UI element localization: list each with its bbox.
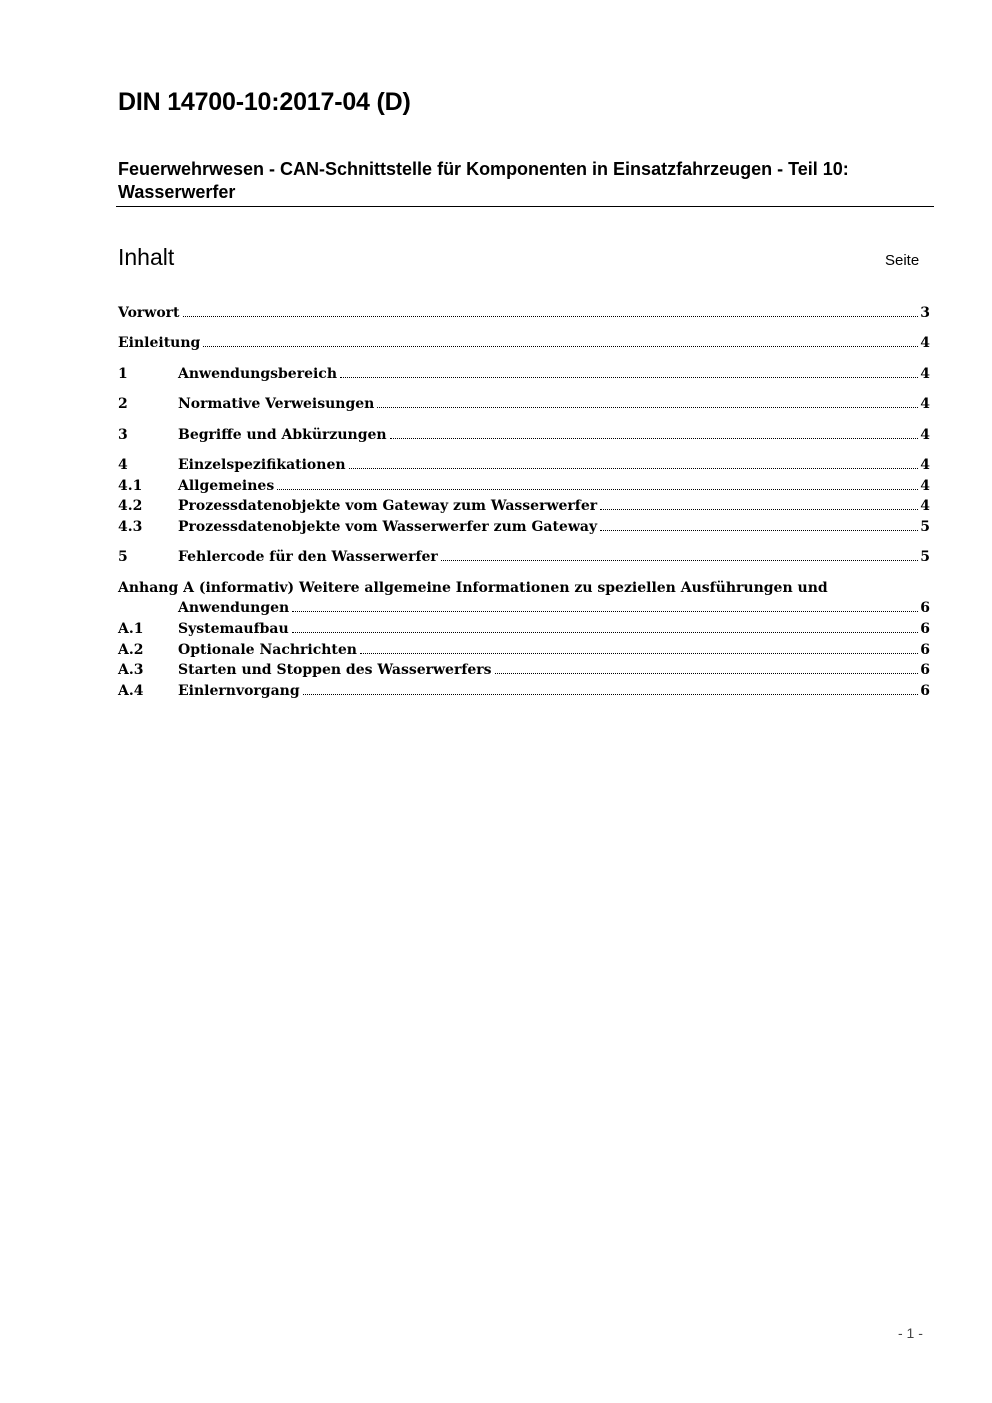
toc-entry-label: Systemaufbau <box>178 621 289 637</box>
toc-entry-label: Anwendungen <box>178 600 290 616</box>
toc-entry-page: 6 <box>920 600 930 616</box>
toc-entry-label: Einlernvorgang <box>178 683 300 699</box>
toc-entry-vorwort[interactable] <box>118 304 930 322</box>
toc-entry-4-1[interactable] <box>118 477 930 495</box>
toc-entry-number: 4.2 <box>118 498 143 514</box>
toc-entry-label: Prozessdatenobjekte vom Wasserwerfer zum Gateway <box>178 519 598 535</box>
toc-entry-number: A.1 <box>118 621 144 637</box>
toc-entry-number: A.4 <box>118 683 144 699</box>
toc-entry-page: 4 <box>920 335 930 351</box>
toc-entry-a-4[interactable] <box>118 682 930 700</box>
toc-entry-label: Einzelspezifikationen <box>178 457 346 473</box>
toc-entry-page: 6 <box>920 662 930 678</box>
toc-entry-number: 4 <box>118 457 128 473</box>
toc-entry-number: 5 <box>118 549 128 565</box>
document-title: Feuerwehrwesen - CAN-Schnittstelle für Komponenten in Einsatzfahrzeugen - Teil 10: Wasserwerfer <box>118 159 849 202</box>
toc-leader-dots <box>349 468 919 469</box>
toc-entry-page: 5 <box>920 549 930 565</box>
toc-leader-dots <box>390 438 919 439</box>
toc-entry-page: 5 <box>920 519 930 535</box>
toc-entry-page: 6 <box>920 683 930 699</box>
toc-entry-label: Starten und Stoppen des Wasserwerfers <box>178 662 492 678</box>
toc-leader-dots <box>495 673 919 674</box>
toc-entry-number: 1 <box>118 366 128 382</box>
toc-entry-label: Einleitung <box>118 335 201 351</box>
toc-leader-dots <box>303 694 919 695</box>
toc-entry-label: Allgemeines <box>178 478 275 494</box>
toc-entry-einleitung[interactable] <box>118 334 930 352</box>
toc-leader-dots <box>340 377 918 378</box>
toc-entry-page: 4 <box>920 457 930 473</box>
toc-entry-a-1[interactable] <box>118 620 930 638</box>
toc-leader-dots <box>277 489 918 490</box>
toc-entry-annex-a[interactable] <box>118 599 930 617</box>
toc-page-column-header: Seite <box>885 252 920 269</box>
toc-entry-2[interactable] <box>118 395 930 413</box>
toc-entry-page: 6 <box>920 621 930 637</box>
toc-entry-label: Anwendungsbereich <box>178 366 337 382</box>
toc-entry-5[interactable] <box>118 548 930 566</box>
toc-leader-dots <box>600 509 918 510</box>
toc-entry-label: Fehlercode für den Wasserwerfer <box>178 549 438 565</box>
toc-leader-dots <box>183 316 919 317</box>
toc-leader-dots <box>203 346 918 347</box>
toc-leader-dots <box>360 653 918 654</box>
toc-entry-page: 4 <box>920 366 930 382</box>
toc-entry-number: A.3 <box>118 662 144 678</box>
toc-entry-label: Anhang A (informativ) Weitere allgemeine Informationen zu speziellen Ausführungen und <box>118 580 828 596</box>
toc-entry-a-2[interactable] <box>118 641 930 659</box>
toc-entry-page: 6 <box>920 642 930 658</box>
toc-leader-dots <box>292 611 918 612</box>
toc-entry-number: 3 <box>118 427 128 443</box>
toc-entry-3[interactable] <box>118 426 930 444</box>
toc-entry-number: 4.1 <box>118 478 143 494</box>
title-divider <box>116 206 934 207</box>
toc-entry-label: Begriffe und Abkürzungen <box>178 427 387 443</box>
toc-entry-4[interactable] <box>118 456 930 474</box>
toc-entry-number: 4.3 <box>118 519 143 535</box>
toc-leader-dots <box>441 560 918 561</box>
page-number: - 1 - <box>898 1325 923 1341</box>
toc-entry-page: 4 <box>920 427 930 443</box>
document-id: DIN 14700-10:2017-04 (D) <box>118 88 411 116</box>
toc-entry-page: 3 <box>920 305 930 321</box>
toc-entry-label: Prozessdatenobjekte vom Gateway zum Wasserwerfer <box>178 498 598 514</box>
toc-leader-dots <box>377 407 918 408</box>
toc-entry-page: 4 <box>920 396 930 412</box>
toc-entry-1[interactable] <box>118 365 930 383</box>
toc-entry-page: 4 <box>920 498 930 514</box>
toc-heading: Inhalt <box>118 244 175 270</box>
toc-entry-page: 4 <box>920 478 930 494</box>
toc-entry-number: 2 <box>118 396 128 412</box>
toc-entry-number: A.2 <box>118 642 144 658</box>
toc-entry-a-3[interactable] <box>118 661 930 679</box>
toc-leader-dots <box>600 530 918 531</box>
toc-leader-dots <box>292 632 919 633</box>
toc-entry-4-3[interactable] <box>118 518 930 536</box>
toc-entry-4-2[interactable] <box>118 497 930 515</box>
toc-entry-annex-a-line1[interactable] <box>118 579 930 597</box>
toc-entry-label: Vorwort <box>118 305 180 321</box>
toc-entry-label: Optionale Nachrichten <box>178 642 357 658</box>
toc-entry-label: Normative Verweisungen <box>178 396 375 412</box>
